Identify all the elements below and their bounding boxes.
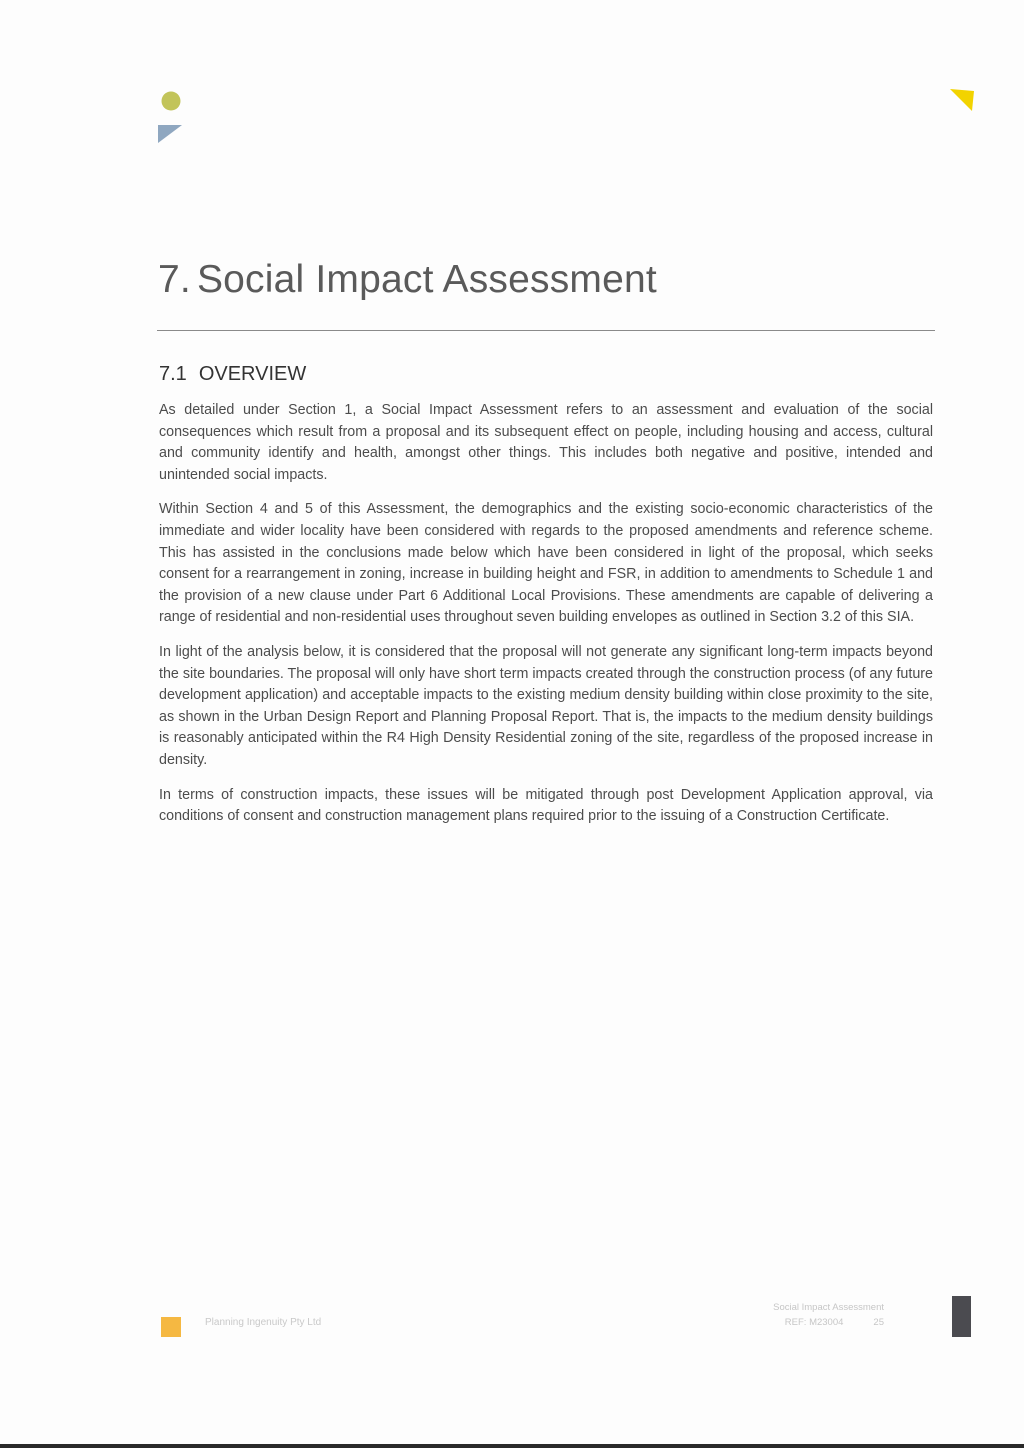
title-text: Social Impact Assessment — [196, 258, 657, 301]
triangle-left-icon — [158, 125, 182, 143]
footer-meta — [773, 1300, 884, 1330]
section-heading — [159, 363, 306, 386]
page-bottom-edge — [0, 1444, 1024, 1448]
footer-logo-square — [161, 1317, 181, 1337]
section-number: 7. — [158, 258, 191, 301]
body-text — [159, 400, 933, 841]
footer-doc-title: Social Impact Assessment — [773, 1302, 884, 1313]
paragraph: As detailed under Section 1, a Social Impact Assessment refers to an assessment and evaluation of the social consequences which result from a proposal and its subsequent effect on people, including housing and access, cultural and community identify and health, amongst other things. This includes both negative and positive, intended and unintended social impacts. — [159, 402, 933, 483]
triangle-right-icon — [950, 89, 974, 111]
footer-company: Planning Ingenuity Pty Ltd — [205, 1317, 322, 1328]
subsection-number: 7.1 — [159, 363, 187, 385]
circle-logo-icon — [161, 91, 181, 111]
footer-ref: REF: M23004 — [784, 1317, 844, 1328]
paragraph: In light of the analysis below, it is considered that the proposal will not generate any significant long-term impacts beyond the site boundaries. The proposal will only have short term impacts created through the construction process (of any future development application) and acceptable impacts to the existing medium density building within close proximity to the site, as shown in the Urban Design Report and Planning Proposal Report. That is, the impacts to the medium density buildings is reasonably anticipated within the R4 High Density Residential zoning of the site, regardless of the proposed increase in density. — [159, 643, 933, 768]
paragraph: In terms of construction impacts, these issues will be mitigated through post Development Application approval, via conditions of consent and construction management plans required prior to the issuing of a Construction Certificate. — [159, 786, 933, 825]
subsection-title: OVERVIEW — [198, 363, 307, 385]
paragraph: Within Section 4 and 5 of this Assessment, the demographics and the existing socio-economic characteristics of the immediate and wider locality have been considered with regards to the proposed amendments and reference scheme. This has assisted in the conclusions made below which have been considered in light of the proposal, which seeks consent for a rearrangement in zoning, increase in building height and FSR, in addition to amendments to Schedule 1 and the provision of a new clause under Part 6 Additional Local Provisions. These amendments are capable of delivering a range of residential and non-residential uses throughout seven building envelopes as outlined in Section 3.2 of this SIA. — [159, 501, 933, 626]
page-title — [158, 258, 657, 302]
footer-ref-line — [773, 1315, 884, 1330]
title-divider — [157, 330, 935, 331]
footer-bar — [952, 1296, 971, 1337]
page-number: 25 — [873, 1317, 884, 1328]
